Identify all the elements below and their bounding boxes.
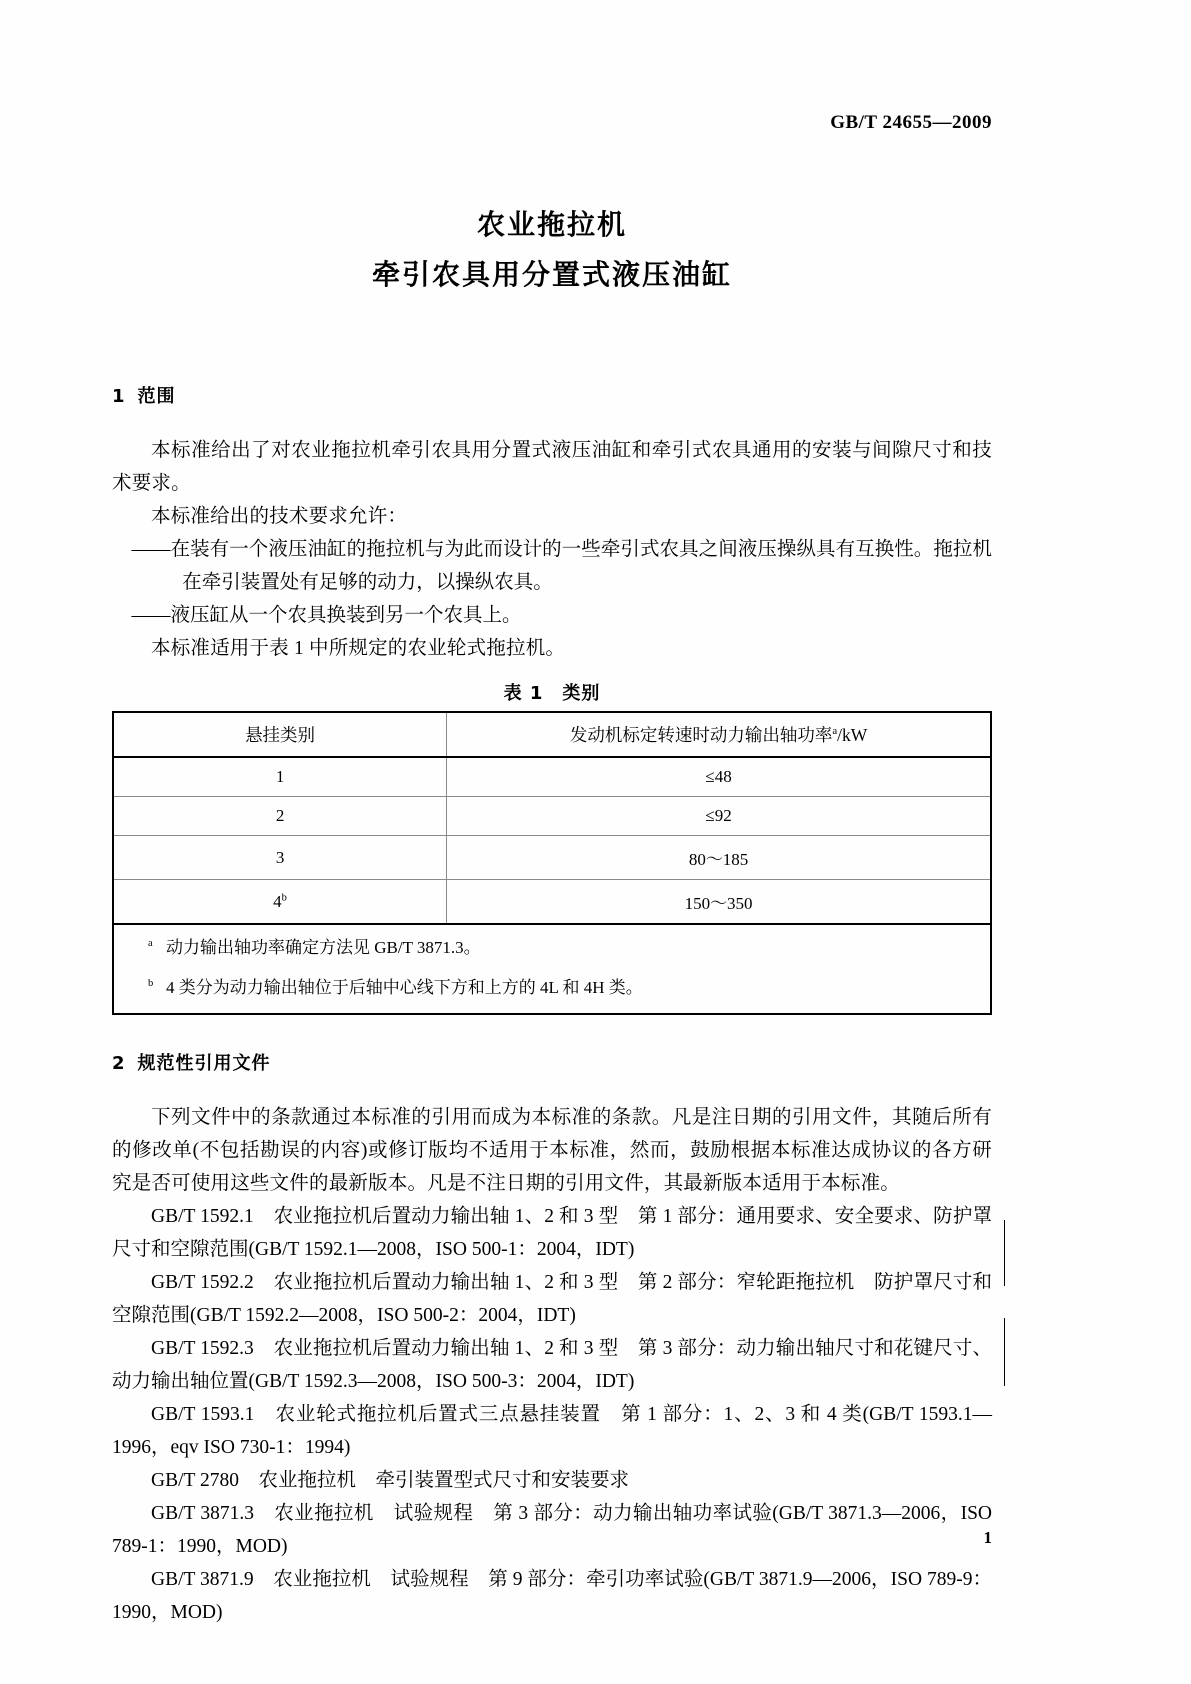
table-cell-category	[113, 880, 447, 925]
normative-reference-item: GB/T 1593.1 农业轮式拖拉机后置式三点悬挂装置 第 1 部分：1、2、3 和 4 类(GB/T 1593.1—1996，eqv ISO 730-1：1994)	[112, 1404, 992, 1458]
table-header-row	[113, 712, 991, 757]
normative-reference-item: GB/T 1592.2 农业拖拉机后置动力输出轴 1、2 和 3 型 第 2 部分：窄轮距拖拉机 防护罩尺寸和空隙范围(GB/T 1592.2—2008，ISO 500-2：2004，IDT)	[112, 1272, 992, 1326]
clause-1-heading	[112, 382, 992, 408]
document-body	[112, 382, 992, 1629]
normative-reference-item: GB/T 3871.3 农业拖拉机 试验规程 第 3 部分：动力输出轴功率试验(GB/T 3871.3—2006，ISO 789-1：1990，MOD)	[112, 1503, 992, 1557]
table-footnote-row	[113, 965, 991, 1014]
clause-2-heading	[112, 1049, 992, 1075]
table-header-cell-category: 悬挂类别	[113, 712, 447, 757]
normative-reference-item: GB/T 1592.3 农业拖拉机后置动力输出轴 1、2 和 3 型 第 3 部分：动力输出轴尺寸和花键尺寸、动力输出轴位置(GB/T 1592.3—2008，ISO 500-3：2004，IDT)	[112, 1338, 992, 1392]
document-title	[112, 200, 992, 300]
clause-1-paragraph-1: 本标准给出了对农业拖拉机牵引农具用分置式液压油缸和牵引式农具通用的安装与间隙尺寸和技术要求。	[112, 440, 992, 494]
clause-1-title: 范围	[137, 386, 176, 407]
clause-1-dash-item-2: ——液压缸从一个农具换装到另一个农具上。	[131, 605, 522, 626]
change-bar-upper	[1004, 1220, 1005, 1286]
table-cell-power: ≤92	[447, 797, 991, 836]
table-cell-category: 3	[113, 836, 447, 880]
clause-1-dash-item-1: ——在装有一个液压油缸的拖拉机与为此而设计的一些牵引式农具之间液压操纵具有互换性。拖拉机在牵引装置处有足够的动力，以操纵农具。	[131, 539, 992, 593]
table-cell-category-footnote-mark: b	[281, 891, 287, 903]
table-footnote-b: b 4 类分为动力输出轴位于后轴中心线下方和上方的 4L 和 4H 类。	[113, 965, 991, 1014]
table-cell-power: ≤48	[447, 757, 991, 797]
clause-1-number: 1	[112, 386, 126, 407]
table-footnote-b-text: 4 类分为动力输出轴位于后轴中心线下方和上方的 4L 和 4H 类。	[166, 978, 643, 997]
page-number: 1	[983, 1528, 992, 1547]
document-title-line-2: 牵引农具用分置式液压油缸	[371, 258, 732, 291]
clause-2-paragraph-1: 下列文件中的条款通过本标准的引用而成为本标准的条款。凡是注日期的引用文件，其随后所有的修改单(不包括勘误的内容)或修订版均不适用于本标准，然而，鼓励根据本标准达成协议的各方研究是否可使用这些文件的最新版本。凡是不注日期的引用文件，其最新版本适用于本标准。	[112, 1107, 992, 1194]
table-cell-category-value: 4	[273, 891, 282, 911]
table-cell-category: 1	[113, 757, 447, 797]
table-1-categories	[112, 711, 992, 1015]
table-footnote-a-text: 动力输出轴功率确定方法见 GB/T 3871.3。	[166, 938, 481, 957]
table-row	[113, 836, 991, 880]
table-footnote-row	[113, 924, 991, 965]
normative-reference-item: GB/T 1592.1 农业拖拉机后置动力输出轴 1、2 和 3 型 第 1 部分：通用要求、安全要求、防护罩尺寸和空隙范围(GB/T 1592.1—2008，ISO 500-1：2004，IDT)	[112, 1206, 992, 1260]
running-header-standard-number: GB/T 24655—2009	[830, 112, 992, 133]
table-row	[113, 757, 991, 797]
table-footnote-a: a 动力输出轴功率确定方法见 GB/T 3871.3。	[113, 924, 991, 965]
table-row	[113, 797, 991, 836]
table-header-power-text: 发动机标定转速时动力输出轴功率	[569, 725, 833, 745]
table-1-caption: 表 1 类别	[503, 683, 601, 704]
change-bar-lower	[1004, 1318, 1005, 1386]
clause-2-title: 规范性引用文件	[137, 1053, 271, 1074]
normative-reference-item: GB/T 2780 农业拖拉机 牵引装置型式尺寸和安装要求	[151, 1470, 629, 1491]
table-cell-power: 150～350	[447, 880, 991, 925]
clause-2-number: 2	[112, 1053, 126, 1074]
clause-1-paragraph-3: 本标准适用于表 1 中所规定的农业轮式拖拉机。	[151, 638, 566, 659]
document-title-line-1: 农业拖拉机	[476, 208, 627, 241]
table-header-power-footnote-mark: a	[832, 725, 838, 738]
table-row	[113, 880, 991, 925]
table-cell-category: 2	[113, 797, 447, 836]
clause-1-paragraph-2: 本标准给出的技术要求允许：	[151, 506, 408, 527]
table-cell-power: 80～185	[447, 836, 991, 880]
normative-reference-item: GB/T 3871.9 农业拖拉机 试验规程 第 9 部分：牵引功率试验(GB/T 3871.9—2006，ISO 789-9：1990，MOD)	[112, 1569, 992, 1623]
table-header-cell-power	[447, 712, 991, 757]
table-header-power-unit: /kW	[837, 725, 868, 745]
